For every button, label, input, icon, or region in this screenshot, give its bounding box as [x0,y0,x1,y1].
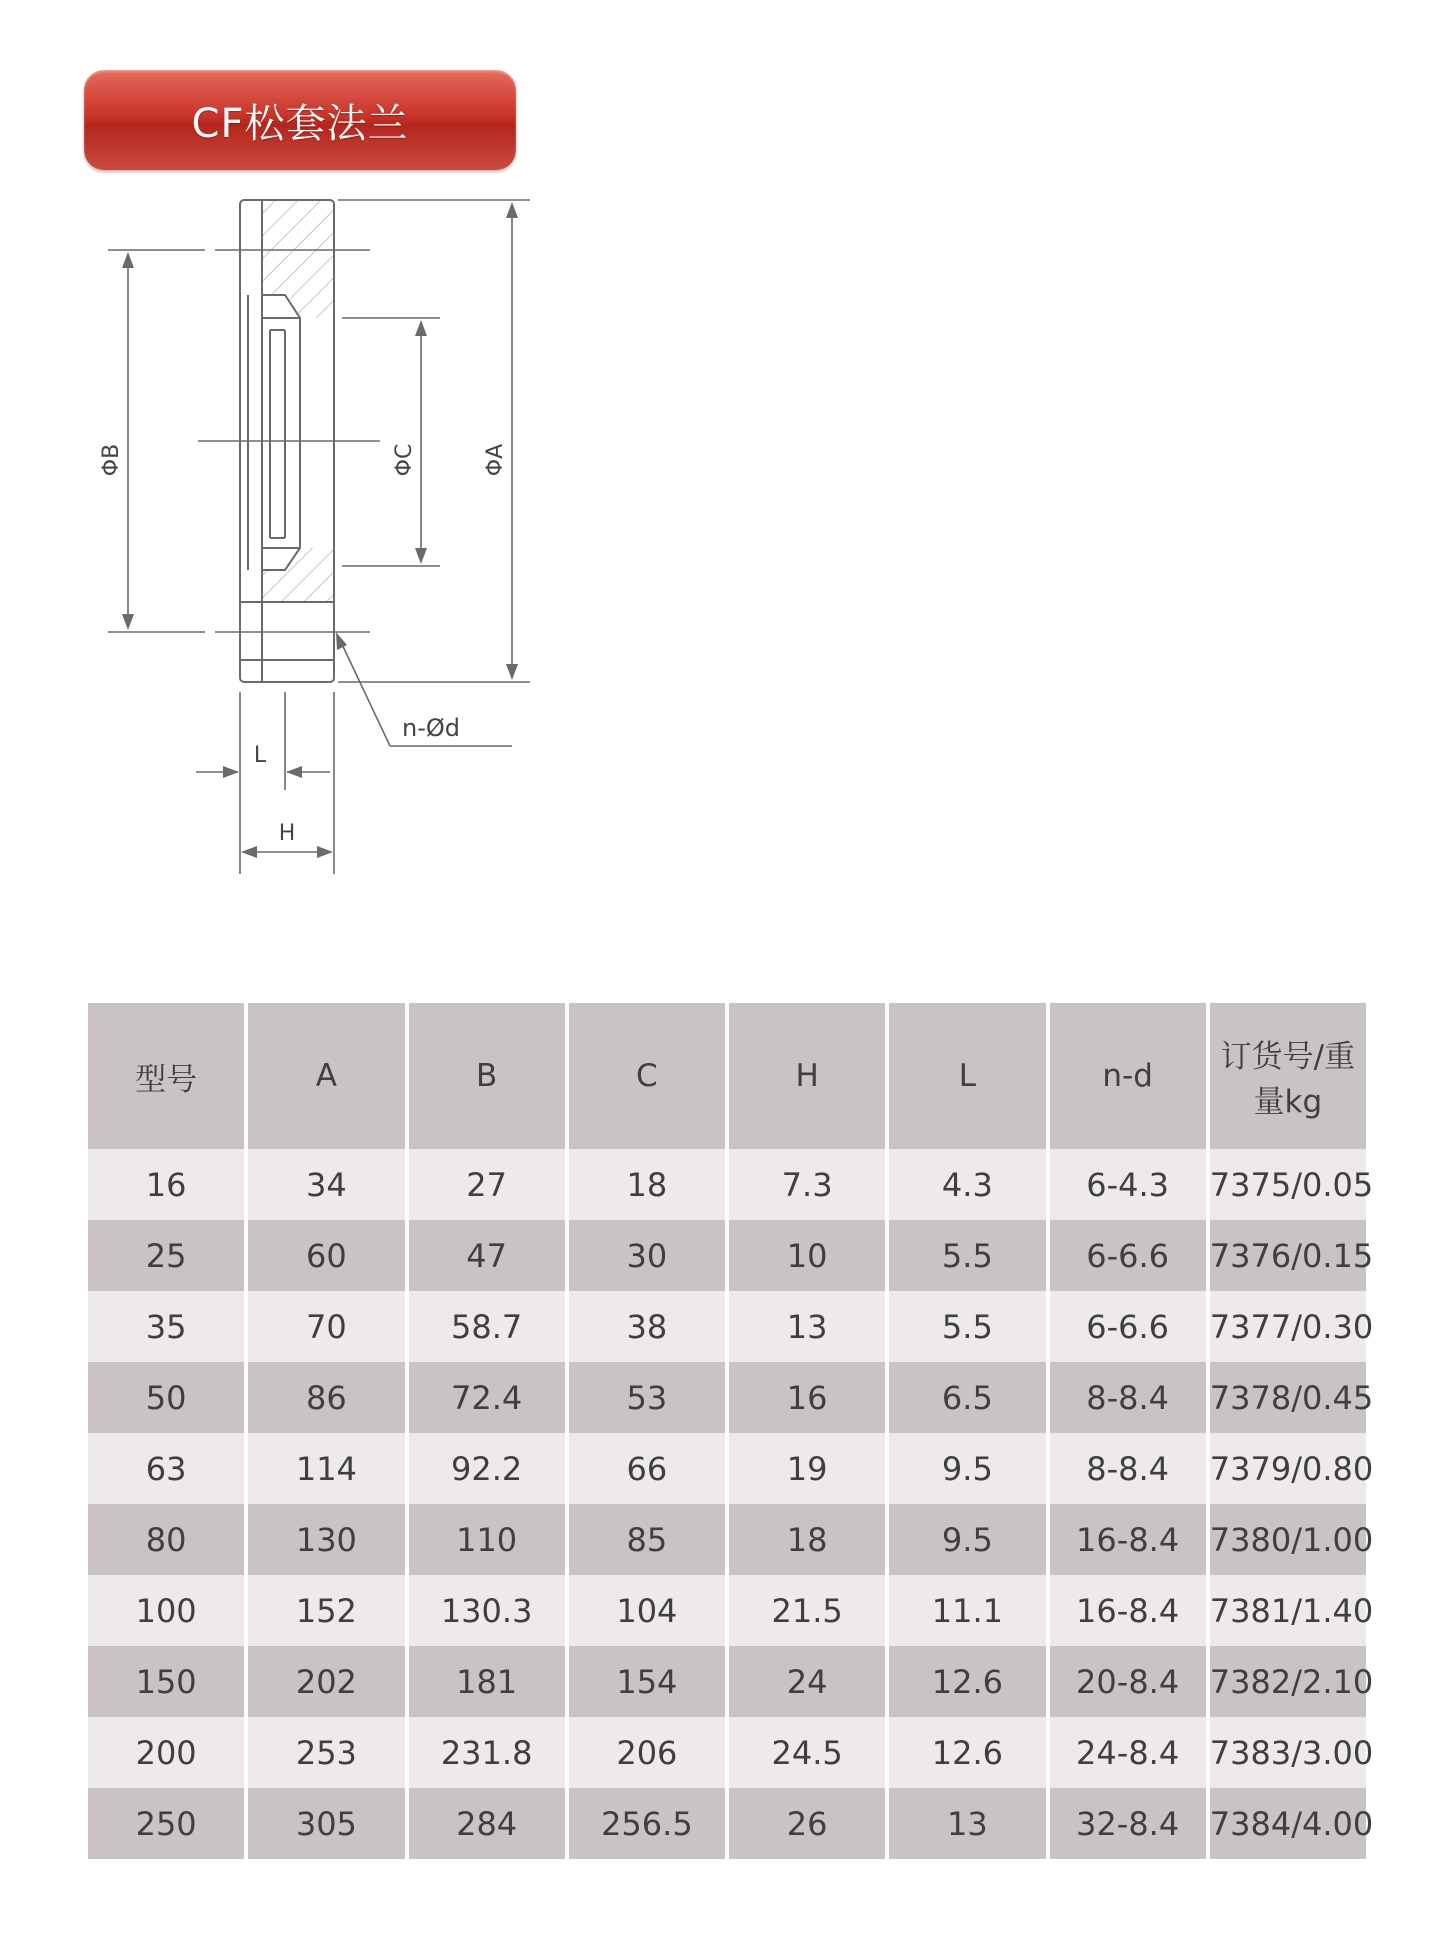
table-cell: 25 [88,1220,244,1291]
table-cell: 18 [729,1504,885,1575]
table-cell: 66 [569,1433,725,1504]
table-cell: 200 [88,1717,244,1788]
table-cell: 38 [569,1291,725,1362]
table-cell: 6-4.3 [1050,1149,1206,1220]
table-cell: 16 [729,1362,885,1433]
table-cell: 30 [569,1220,725,1291]
table-cell: 4.3 [889,1149,1045,1220]
table-cell: 47 [409,1220,565,1291]
table-cell: 8-8.4 [1050,1433,1206,1504]
table-cell: 150 [88,1646,244,1717]
column-header: H [729,1003,885,1149]
table-cell: 58.7 [409,1291,565,1362]
table-cell: 152 [248,1575,404,1646]
label-phi-c: ΦC [392,443,417,477]
table-cell: 27 [409,1149,565,1220]
table-cell: 305 [248,1788,404,1859]
table-cell: 104 [569,1575,725,1646]
table-cell: 26 [729,1788,885,1859]
table-cell: 5.5 [889,1220,1045,1291]
table-cell: 9.5 [889,1504,1045,1575]
table-cell: 16 [88,1149,244,1220]
table-cell: 24 [729,1646,885,1717]
table-cell: 7382/2.10 [1210,1646,1366,1717]
table-cell: 253 [248,1717,404,1788]
column-header: L [889,1003,1045,1149]
label-phi-a: ΦA [483,443,508,477]
table-cell: 110 [409,1504,565,1575]
table-cell: 10 [729,1220,885,1291]
table-cell: 72.4 [409,1362,565,1433]
table-cell: 80 [88,1504,244,1575]
table-cell: 21.5 [729,1575,885,1646]
table-cell: 34 [248,1149,404,1220]
table-cell: 130.3 [409,1575,565,1646]
page-title: CF松套法兰 [191,100,409,147]
table-cell: 63 [88,1433,244,1504]
table-cell: 12.6 [889,1646,1045,1717]
table-cell: 24-8.4 [1050,1717,1206,1788]
dimension-labels [99,444,508,846]
spec-table-body [88,1149,1374,1859]
table-cell: 11.1 [889,1575,1045,1646]
table-cell: 7378/0.45 [1210,1362,1366,1433]
table-cell: 7376/0.15 [1210,1220,1366,1291]
table-cell: 12.6 [889,1717,1045,1788]
table-row [88,1291,1366,1362]
column-header: 型号 [88,1003,244,1149]
table-cell: 7.3 [729,1149,885,1220]
table-cell: 130 [248,1504,404,1575]
table-cell: 8-8.4 [1050,1362,1206,1433]
table-cell: 206 [569,1717,725,1788]
column-header: 订货号/重量kg [1210,1003,1366,1149]
table-cell: 7377/0.30 [1210,1291,1366,1362]
spec-table [84,1003,1374,1859]
table-cell: 13 [889,1788,1045,1859]
table-cell: 24.5 [729,1717,885,1788]
table-cell: 9.5 [889,1433,1045,1504]
table-cell: 114 [248,1433,404,1504]
label-hole: n-Ød [402,714,460,742]
table-row [88,1362,1366,1433]
table-cell: 6-6.6 [1050,1291,1206,1362]
table-row [88,1717,1366,1788]
column-header: n-d [1050,1003,1206,1149]
table-cell: 19 [729,1433,885,1504]
table-cell: 16-8.4 [1050,1575,1206,1646]
table-row [88,1504,1366,1575]
table-cell: 7379/0.80 [1210,1433,1366,1504]
table-cell: 100 [88,1575,244,1646]
table-row [88,1220,1366,1291]
table-cell: 5.5 [889,1291,1045,1362]
label-phi-b: ΦB [99,443,124,477]
table-row [88,1575,1366,1646]
table-cell: 181 [409,1646,565,1717]
table-cell: 202 [248,1646,404,1717]
table-cell: 85 [569,1504,725,1575]
table-cell: 7375/0.05 [1210,1149,1366,1220]
header-row [88,1003,1366,1149]
table-cell: 18 [569,1149,725,1220]
table-cell: 70 [248,1291,404,1362]
table-cell: 92.2 [409,1433,565,1504]
spec-table-header [88,1003,1366,1149]
table-row [88,1433,1366,1504]
table-cell: 231.8 [409,1717,565,1788]
table-cell: 16-8.4 [1050,1504,1206,1575]
table-cell: 53 [569,1362,725,1433]
table-cell: 250 [88,1788,244,1859]
table-cell: 32-8.4 [1050,1788,1206,1859]
table-cell: 7383/3.00 [1210,1717,1366,1788]
column-header: C [569,1003,725,1149]
table-cell: 50 [88,1362,244,1433]
label-l: L [253,743,267,768]
table-row [88,1788,1366,1859]
table-cell: 13 [729,1291,885,1362]
table-row [88,1646,1366,1717]
flange-drawing [0,0,560,900]
table-cell: 154 [569,1646,725,1717]
table-cell: 7380/1.00 [1210,1504,1366,1575]
table-cell: 35 [88,1291,244,1362]
table-cell: 256.5 [569,1788,725,1859]
table-row [88,1149,1366,1220]
table-cell: 7381/1.40 [1210,1575,1366,1646]
table-cell: 7384/4.00 [1210,1788,1366,1859]
table-cell: 20-8.4 [1050,1646,1206,1717]
table-cell: 60 [248,1220,404,1291]
table-cell: 284 [409,1788,565,1859]
table-cell: 6.5 [889,1362,1045,1433]
table-cell: 86 [248,1362,404,1433]
table-cell: 6-6.6 [1050,1220,1206,1291]
column-header: A [248,1003,404,1149]
column-header: B [409,1003,565,1149]
label-h: H [278,821,296,846]
